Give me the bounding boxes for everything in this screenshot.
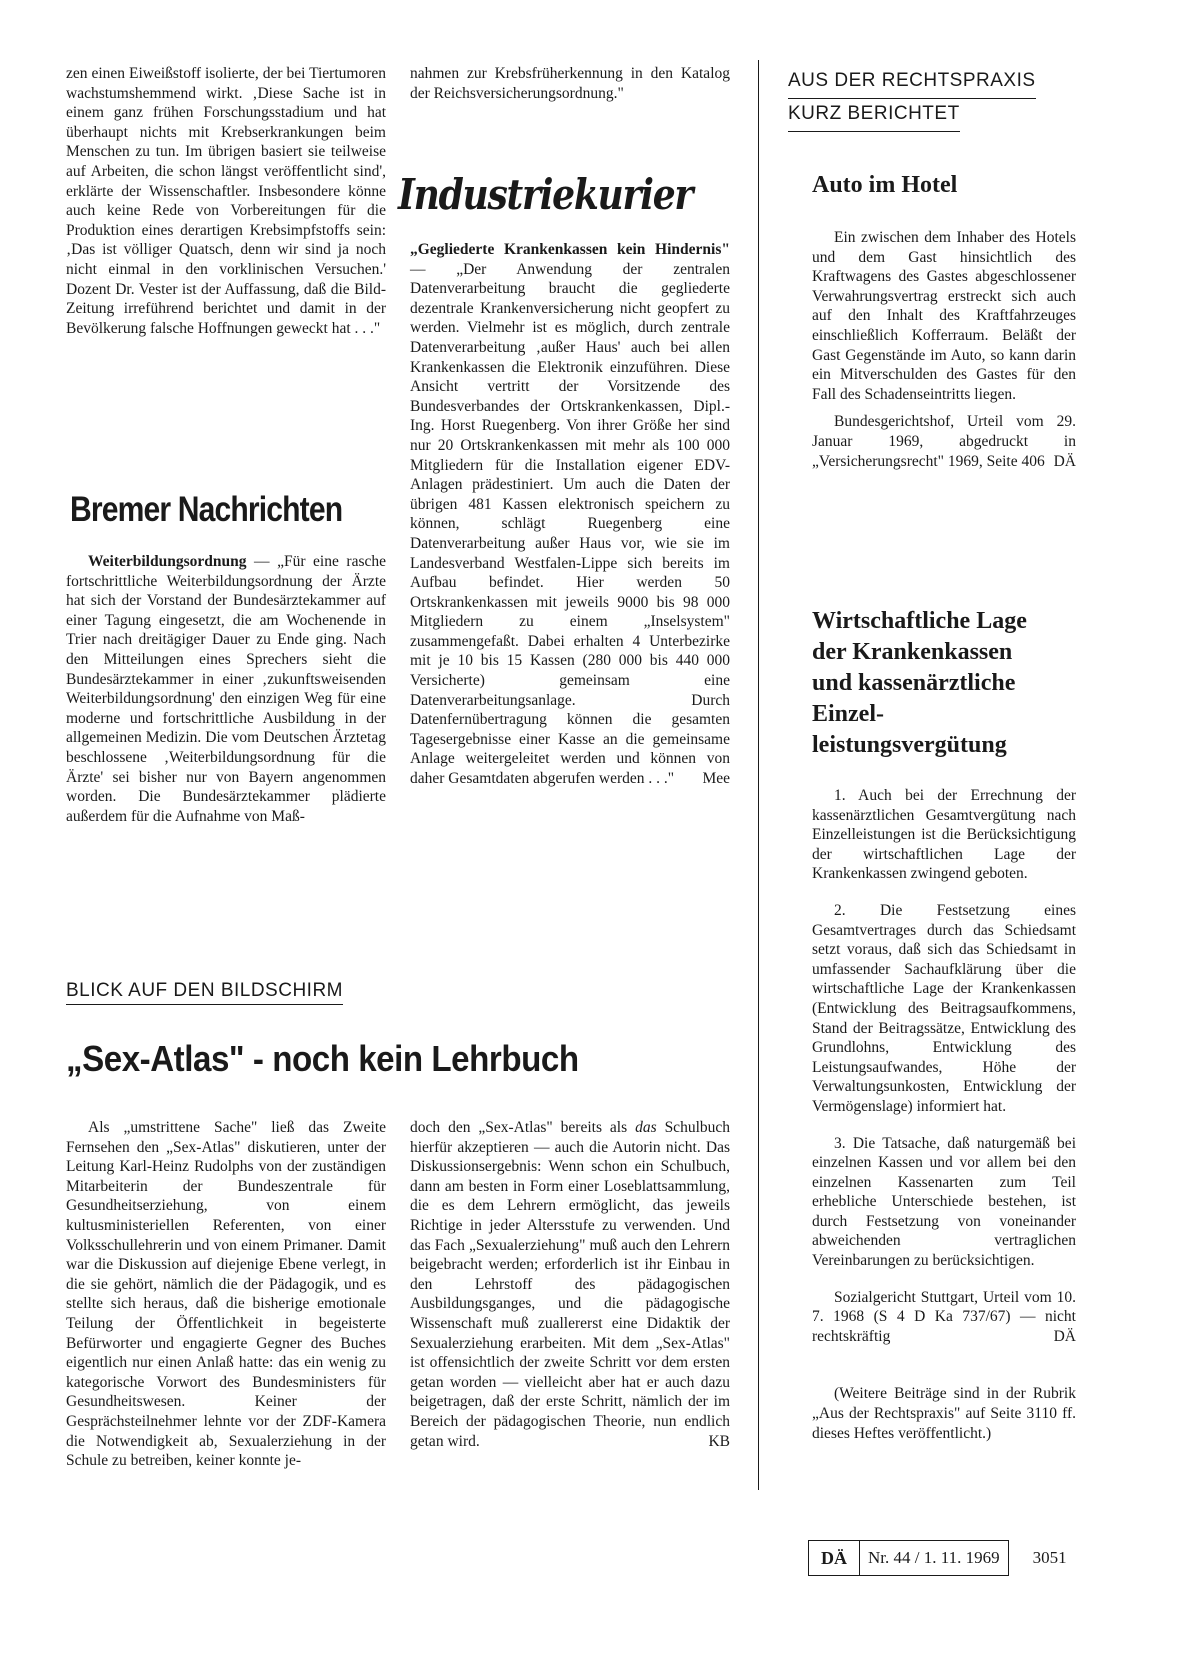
column-divider bbox=[758, 60, 759, 1490]
lage-heading-line-5: leistungsvergütung bbox=[812, 732, 1007, 758]
kassen-text: — „Der Anwendung der zentralen Datenverarbeitung braucht die gegliederte dezentrale Krankenversicherung nicht geopfert zu werden. Vielmehr ist es möglich, durch zentrale Datenverarbeitung ‚außer Haus' auch bei allen Krankenkassen die Elektronik einzuführen. Diese Ansicht vertritt der Vorsitzende des Bundesverbandes der Ortskrankenkassen, Dipl.-Ing. Horst Ruegenberg. Von ihrer Größe her sind nur 20 Ortskrankenkassen mit mehr als 100 000 Mitgliedern für die Installation eigener EDV-Anlagen prädestiniert. Um auch die Daten der übrigen 481 Kassen elektronisch speichern zu können, schlägt Ruegenberg eine Datenverarbeitung außer Haus vor, wie sie im Landesverband Westfalen-Lippe sich bereits im Aufbau befindet. Hier werden 50 Ortskrankenkassen mit jeweils 9000 bis 98 000 Mitgliedern zu einem „Inselsystem" zusammengefaßt. Dabei erhalten 4 Unterbezirke mit je 10 bis 15 Kassen (280 000 bis 440 000 Versicherte) gemeinsam eine Datenverarbeitungsanlage. Durch Datenfernübertragung können die gesamten Tagesergebnisse einer Kasse an die gemeinsame Anlage weitergeleitet werden und können von daher Gesamtdaten abgerufen werden . . ." bbox=[410, 260, 730, 788]
column-2-top bbox=[410, 64, 730, 117]
lage-der-krankenkassen-heading bbox=[812, 606, 1027, 761]
sex-atlas-text-right-b: Schulbuch hierfür akzeptieren — auch die Autorin nicht. Das Diskussionsergebnis: Wenn schon ein Schulbuch, dann am besten in Form einer Loseblattsammlung, die es dem Lehrern ermöglicht, das jeweils Richtige in jeder Altersstufe zu verwenden. Und das Fach „Sexualerziehung" muß auch den Lehrern beigebracht werden; erforderlich ist ihr Einbau in den Lehrstoff des pädagogischen Ausbildungsganges, und die pädagogische Wissenschaft muß zuallererst eine Didaktik der Sexualerziehung erarbeiten. Mit dem „Sex-Atlas" ist offensichtlich der zweite Schritt vor dem ersten getan worden — vielleicht aber hat er auch dazu beigetragen, daß der erste Schritt, nämlich der im Bereich der pädagogischen Theorie, nun endlich getan wird. bbox=[410, 1119, 730, 1450]
blick-rubric bbox=[66, 980, 343, 1005]
lage-paragraph-3: 3. Die Tatsache, daß naturgemäß bei einzelnen Kassen und vor allem bei den einzelnen Kassenarten zum Teil erhebliche Unterschiede bestehen, ist durch Festsetzung von voneinander abweichenden vertraglichen Vereinbarungen zu berücksichtigen. bbox=[812, 1134, 1076, 1270]
auto-im-hotel-source bbox=[812, 412, 1076, 471]
sex-atlas-text-right-a: doch den „Sex-Atlas" bereits als bbox=[410, 1119, 636, 1136]
sex-atlas-signature: KB bbox=[708, 1432, 730, 1450]
sex-atlas-heading: „Sex-Atlas" - noch kein Lehrbuch bbox=[66, 1038, 579, 1079]
lage-der-krankenkassen-column bbox=[812, 786, 1076, 1457]
lage-heading-line-1: Wirtschaftliche Lage bbox=[812, 608, 1027, 634]
kassen-lead: „Gegliederte Krankenkassen kein Hindernis" bbox=[410, 241, 730, 258]
lage-source-text: Sozialgericht Stuttgart, Urteil vom 10. 7. 1968 (S 4 D Ka 737/67) — nicht rechtskräftig bbox=[812, 1288, 1076, 1345]
auto-im-hotel-heading: Auto im Hotel bbox=[812, 172, 958, 198]
lage-paragraph-1: 1. Auch bei der Errechnung der kassenärztlichen Gesamtvergütung nach Einzelleistungen ist die Berücksichtigung der wirtschaftlichen Lage der Krankenkassen zwingend geboten. bbox=[812, 787, 1076, 883]
bremer-nachrichten-heading: Bremer Nachrichten bbox=[70, 490, 343, 529]
rechtspraxis-rubric-line2: KURZ BERICHTET bbox=[788, 99, 960, 132]
weiterbildung-text: — „Für eine rasche fortschrittliche Weiterbildungsordnung der Ärzte hat sich der Vorstand der Bundesärztekammer auf einer Tagung eingesetzt, die am Wochenende in Trier nach dreitägiger Dauer zu Ende ging. Nach den Mitteilungen eines Sprechers sieht die Bundesärztekammer in einer ‚zukunftsweisenden Weiterbildungsordnung' den einzigen Weg für eine moderne und fortschrittliche Ausbildung in der allgemeinen Medizin. Die vom Deutschen Ärztetag beschlossene ‚Weiterbildungsordnung für die Ärzte' sei bisher nur von Bayern angenommen worden. Die Bundesärztekammer plädierte außerdem für die Aufnahme von Maß- bbox=[66, 553, 386, 825]
sex-atlas-text-left: Als „umstrittene Sache" ließ das Zweite Fernsehen den „Sex-Atlas" diskutieren, unter der Leitung Karl-Heinz Rudolphs von der zuständigen Mitarbeiterin der Bundeszentrale für Gesundheitserziehung, von einem kultusministeriellen Referenten, von einer Volksschullehrerin und von einem Primaner. Damit war die Diskussion auf diejenige Ebene verlegt, in die sie gehört, nämlich die der Pädagogik, und es stellte sich heraus, daß die bisherige emotionale Teilung der Öffentlichkeit in begeisterte Befürworter und engagierte Gegner des Buches eigentlich nur einen Anlaß hatte: das ein wenig zu kategorische Vorwort des Bundesministers für Gesundheitswesen. Keiner der Gesprächsteilnehmer lehnte vor der ZDF-Kamera die Notwendigkeit ab, Sexualerziehung in der Schule zu betreiben, keiner konnte je- bbox=[66, 1119, 386, 1470]
sex-atlas-right-column bbox=[410, 1118, 730, 1451]
blick-rubric-label: BLICK AUF DEN BILDSCHIRM bbox=[66, 980, 343, 1005]
rechtspraxis-rubric bbox=[788, 66, 1036, 132]
rechtspraxis-rubric-line1: AUS DER RECHTSPRAXIS bbox=[788, 66, 1036, 99]
lage-heading-line-3: und kassenärztliche bbox=[812, 670, 1016, 696]
page-number: 3051 bbox=[1032, 1548, 1067, 1567]
sex-atlas-left-column bbox=[66, 1118, 386, 1485]
industriekurier-heading: Industriekurier bbox=[398, 170, 693, 219]
weiterbildung-lead: Weiterbildungsordnung bbox=[88, 553, 247, 570]
auto-im-hotel-signature: DÄ bbox=[1053, 452, 1076, 470]
issue-number: Nr. 44 / 1. 11. 1969 bbox=[868, 1548, 1000, 1567]
column-1-bottom bbox=[66, 552, 386, 840]
kassen-article bbox=[410, 240, 730, 789]
auto-im-hotel-source-text: Bundesgerichtshof, Urteil vom 29. Januar 1969, abgedruckt in „Versicherungsrecht" 1969, Seite 406 bbox=[812, 413, 1076, 470]
issue-box bbox=[808, 1540, 1009, 1576]
column-2-bottom bbox=[410, 240, 730, 789]
vester-article-end: zen einen Eiweißstoff isolierte, der bei Tiertumoren wachstumshemmend wirkt. ‚Diese Sache ist in einem ganz frühen Forschungsstadium und hat überhaupt nichts mit Krebserkrankungen beim Menschen zu tun. Im übrigen basiert sie teilweise auf Arbeiten, die schon längst veröffentlicht sind', erklärte der Wissenschaftler. Insbesondere könne auch keine Rede von Vorbereitungen für die Produktion eines derartigen Krebsimpfstoffs sein: ‚Das ist völliger Quatsch, denn wir sind ja noch nicht einmal in den vorklinischen Versuchen.' Dozent Dr. Vester ist der Auffassung, daß die Bild-Zeitung irreführend berichtet und damit in der Bevölkerung falsche Hoffnungen geweckt hat . . ." bbox=[66, 65, 386, 337]
page-footer bbox=[808, 1540, 1067, 1576]
rechtspraxis-note: (Weitere Beiträge sind in der Rubrik „Aus der Rechtspraxis" auf Seite 3110 ff. dieses Heftes veröffentlicht.) bbox=[812, 1385, 1076, 1442]
kassen-signature: Mee bbox=[702, 770, 730, 788]
lage-heading-line-4: Einzel- bbox=[812, 701, 884, 727]
lage-signature: DÄ bbox=[1053, 1327, 1076, 1345]
weiterbildung-article bbox=[66, 552, 386, 826]
lage-paragraph-2: 2. Die Festsetzung eines Gesamtvertrages durch das Schiedsamt setzt voraus, daß sich das Schiedsamt in umfassender Sachaufklärung über die wirtschaftliche Lage der Krankenkassen (Entwicklung des Beitragsaufkommens, Stand der Beitragssätze, Entwicklung des Grundlohns, Entwicklung des Leistungsaufwandes, Höhe der Verwaltungsunkosten, Entwicklung der Vermögenslage) informiert hat. bbox=[812, 901, 1076, 1115]
lage-heading-line-2: der Krankenkassen bbox=[812, 639, 1013, 665]
auto-im-hotel-text: Ein zwischen dem Inhaber des Hotels und dem Gast hinsichtlich des Kraftwagens des Gastes abgeschlossener Verwahrungsvertrag erstreckt sich auch auf den Inhalt des Kraftfahrzeuges einschließlich Kofferraum. Beläßt der Gast Gegenstände im Auto, so kann darin ein Mitverschulden des Gastes für den Fall des Schadenseintritts liegen. bbox=[812, 229, 1076, 403]
krebs-article-end: nahmen zur Krebsfrüherkennung in den Katalog der Reichsversicherungsordnung." bbox=[410, 65, 730, 102]
auto-im-hotel-column bbox=[812, 228, 1076, 471]
column-1-top bbox=[66, 64, 386, 352]
journal-logo: DÄ bbox=[809, 1541, 860, 1575]
sex-atlas-text-right-emphasis: das bbox=[635, 1119, 657, 1136]
sex-atlas-text-right bbox=[410, 1118, 730, 1451]
